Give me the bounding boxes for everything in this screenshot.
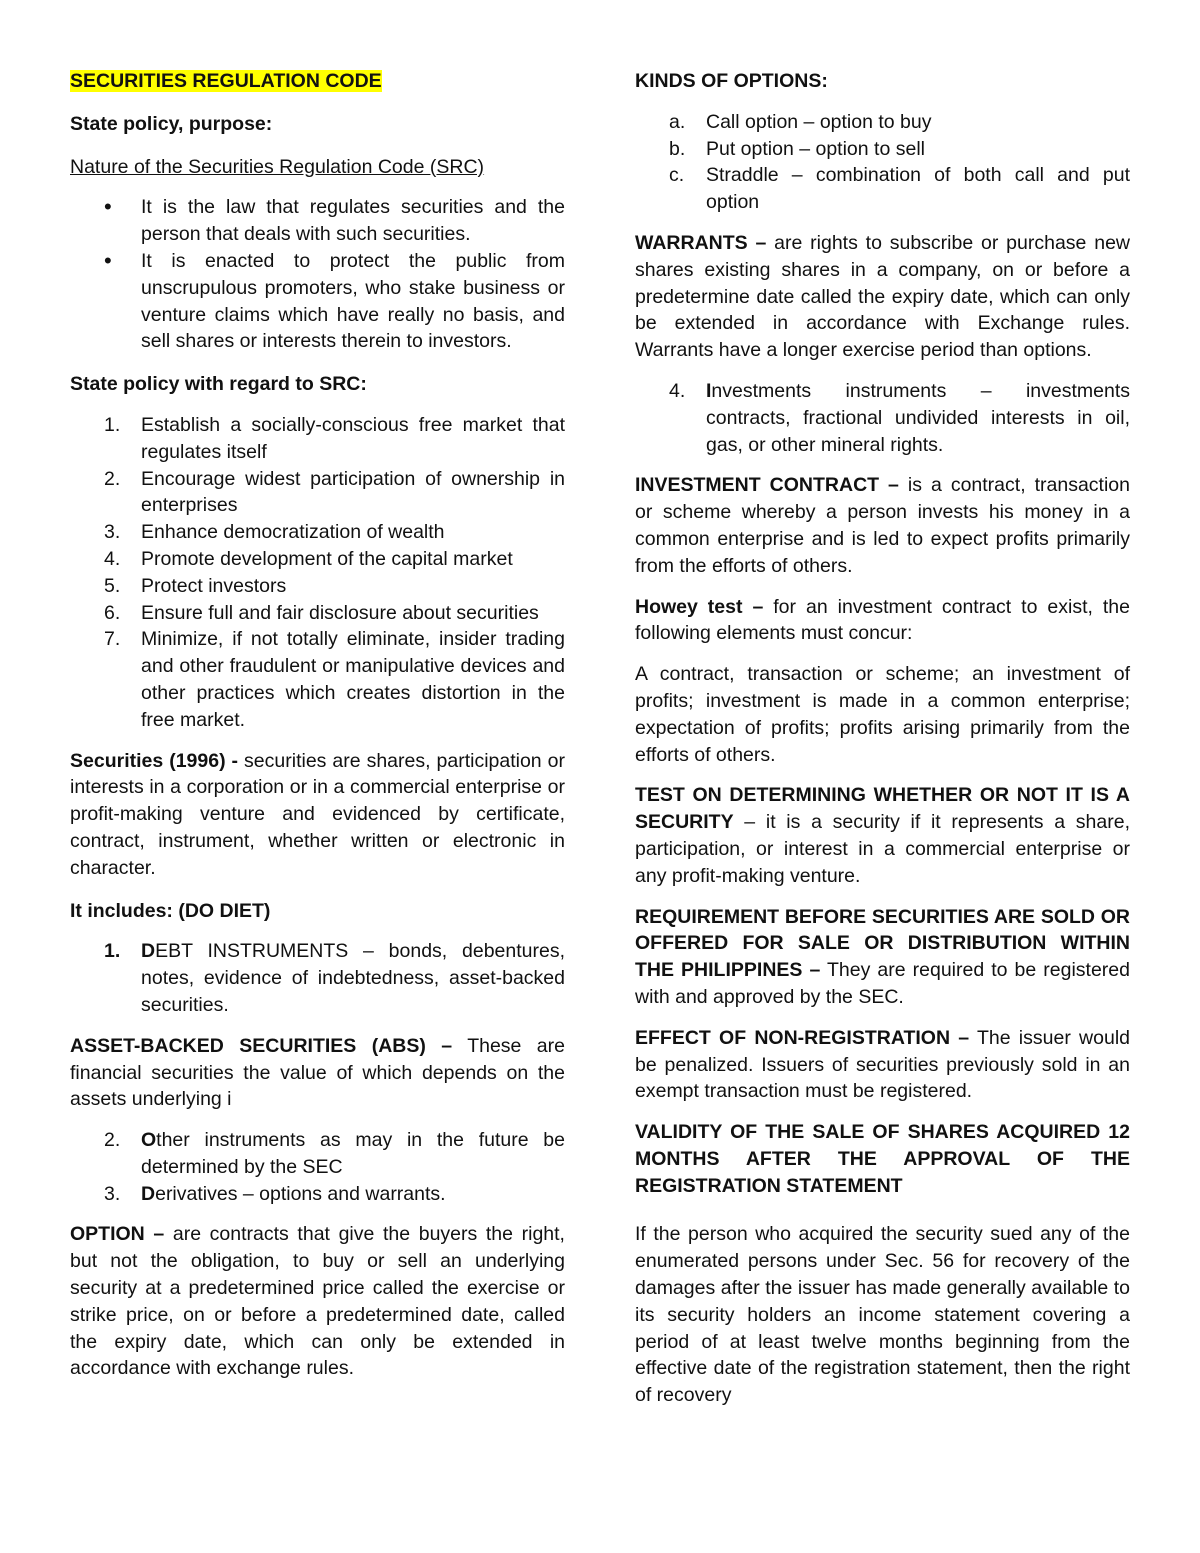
- list-item: c. Straddle – combination of both call and put option: [669, 164, 1130, 214]
- list-item: 4. Promote development of the capital market: [104, 547, 513, 570]
- option-definition: OPTION – are contracts that give the buyers the right, but not the obligation, to buy or sell an underlying security at a predetermined price called the exercise or strike price, on or before a predetermined date, called the expiry date, which can only be extended in accordance with exchange rules.: [70, 1223, 565, 1380]
- securities-definition: Securities (1996) - securities are shares, participation or interests in a corporation or in a commercial enterprise or profit-making venture and evidenced by certificate, contract, instrument, whether written or electronic in character.: [70, 749, 565, 879]
- howey-elements: A contract, transaction or scheme; an investment of profits; investment is made in a common enterprise; expectation of profits; profits arising primarily from the efforts of others.: [635, 663, 1130, 766]
- warrants-definition: WARRANTS – are rights to subscribe or purchase new shares existing shares in a company, on or before a predetermine date called the expiry date, which can only be extended in accordance with Exchange rules. Warrants have a longer exercise period than options.: [635, 231, 1130, 362]
- nature-bullet-list: [70, 194, 565, 355]
- validity-heading: VALIDITY OF THE SALE OF SHARES ACQUIRED 12 MONTHS AFTER THE APPROVAL OF THE REGISTRATION STATEMENT: [635, 1121, 1130, 1197]
- validity-text: If the person who acquired the security sued any of the enumerated persons under Sec. 56 for recovery of the damages after the issuer has made generally available to its security holders an income statement covering a period of at least twelve months beginning from the effective date of the registration statement, then the right of recovery: [635, 1223, 1130, 1407]
- kinds-of-options-list: [635, 109, 1130, 216]
- list-item: 1. DEBT INSTRUMENTS – bonds, debentures, notes, evidence of indebtedness, asset-backed securities.: [104, 940, 565, 1016]
- investments-instruments-item: [635, 378, 1130, 458]
- list-item: • It is enacted to protect the public from unscrupulous promoters, who stake business or venture claims which have really no basis, and sell shares or interests therein to investors.: [70, 248, 565, 355]
- list-item: a. Call option – option to buy: [669, 110, 932, 133]
- left-column: [70, 68, 565, 1382]
- policy-list: [70, 412, 565, 734]
- list-item: b. Put option – option to sell: [669, 137, 925, 160]
- right-column: [635, 68, 1130, 1409]
- debt-instruments-item: [70, 938, 565, 1018]
- state-policy-purpose-heading: State policy, purpose:: [70, 112, 273, 135]
- document-title: SECURITIES REGULATION CODE: [70, 70, 382, 92]
- non-registration-effect: EFFECT OF NON-REGISTRATION – The issuer would be penalized. Issuers of securities previously sold in an exempt transaction must be registered.: [635, 1026, 1130, 1103]
- other-derivatives-list: [70, 1127, 565, 1207]
- state-policy-src-heading: State policy with regard to SRC:: [70, 373, 367, 396]
- list-item: 4. Investments instruments – investments contracts, fractional undivided interests in oil, gas, or other mineral rights.: [669, 379, 1130, 456]
- list-item: 5. Protect investors: [104, 574, 287, 597]
- list-item: 3. Enhance democratization of wealth: [104, 521, 445, 544]
- list-item: 3. Derivatives – options and warrants.: [104, 1182, 446, 1205]
- registration-requirement: REQUIREMENT BEFORE SECURITIES ARE SOLD OR OFFERED FOR SALE OR DISTRIBUTION WITHIN THE PHILIPPINES – They are required to be registered with and approved by the SEC.: [635, 905, 1130, 1008]
- it-includes-heading: It includes: (DO DIET): [70, 899, 271, 922]
- nature-heading: Nature of the Securities Regulation Code (SRC): [70, 155, 485, 178]
- list-item: • It is the law that regulates securities and the person that deals with such securities.: [70, 194, 565, 248]
- investment-contract-definition: INVESTMENT CONTRACT – is a contract, transaction or scheme whereby a person invests his money in a common enterprise and is led to expect profits primarily from the efforts of others.: [635, 474, 1130, 577]
- abs-definition: ASSET-BACKED SECURITIES (ABS) – These are financial securities the value of which depends on the assets underlying i: [70, 1034, 565, 1111]
- security-test-definition: TEST ON DETERMINING WHETHER OR NOT IT IS A SECURITY – it is a security if it represents a share, participation, or interest in a commercial enterprise or any profit-making venture.: [635, 784, 1130, 887]
- kinds-of-options-heading: KINDS OF OPTIONS:: [635, 70, 828, 92]
- list-item: 6. Ensure full and fair disclosure about securities: [104, 601, 539, 624]
- list-item: 7. Minimize, if not totally eliminate, insider trading and other fraudulent or manipulative devices and other practices which creates distortion in the free market.: [104, 628, 565, 731]
- howey-test-definition: Howey test – for an investment contract to exist, the following elements must concur:: [635, 595, 1130, 645]
- list-item: 2. Other instruments as may in the future be determined by the SEC: [104, 1129, 565, 1178]
- list-item: 1. Establish a socially-conscious free market that regulates itself: [104, 413, 565, 463]
- list-item: 2. Encourage widest participation of ownership in enterprises: [104, 467, 565, 517]
